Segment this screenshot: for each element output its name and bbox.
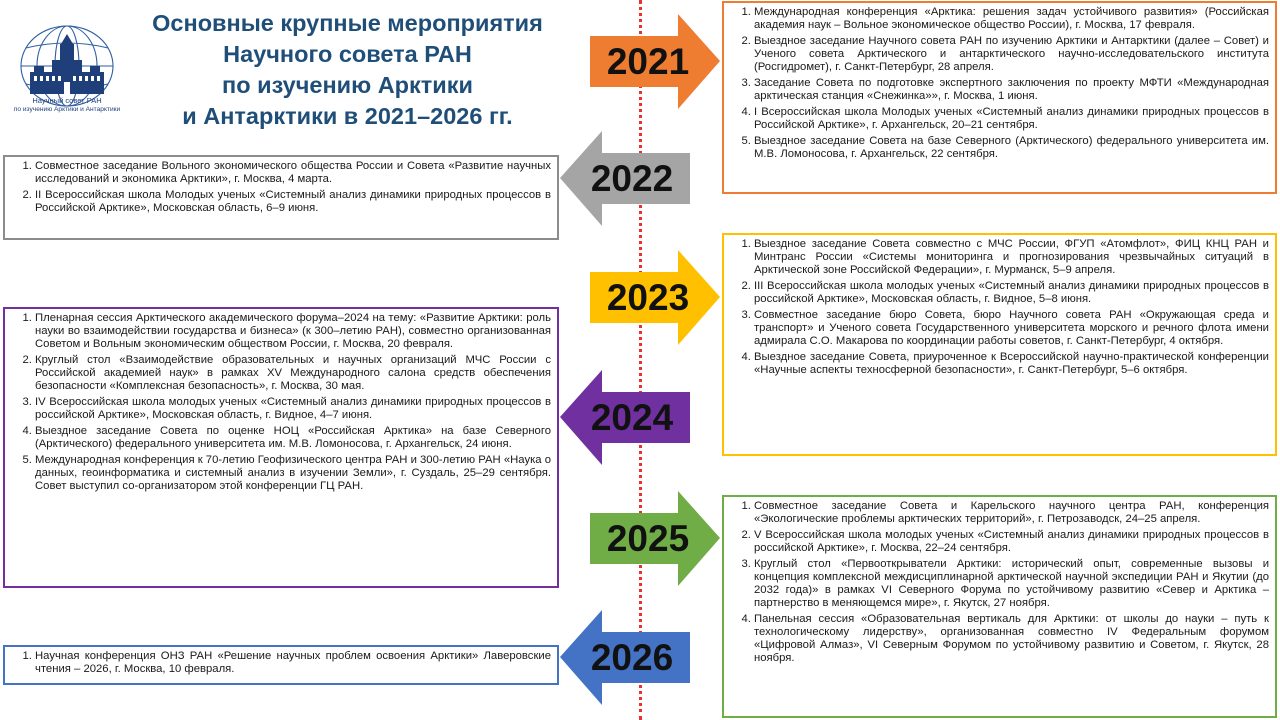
event-item: 4. Выездное заседание Совета, приуроченное к Всероссийской научно-практической конференции «Научные аспекты техносферной безопасности», г. Санкт-Петербург, 5–6 октября.: [754, 351, 1269, 377]
event-item: 1. Совместное заседание Совета и Карельского научного центра РАН, конференция «Экологические проблемы арктических территорий», г. Петрозаводск, 24–25 апреля.: [754, 500, 1269, 526]
events-list: [9, 160, 551, 215]
event-item: 2. Круглый стол «Взаимодействие образовательных и научных организаций МЧС России с Российской академией наук» в рамках XV Международного салона средств обеспечения безопасности «Комплексная безопасность», г. Москва, 30 мая.: [35, 354, 551, 393]
event-item: 5. Выездное заседание Совета на базе Северного (Арктического) федерального университета им. М.В. Ломоносова, г. Архангельск, 22 сентября.: [754, 135, 1269, 161]
event-item: 4. Панельная сессия «Образовательная вертикаль для Арктики: от школы до науки – путь к технологическому лидерству», организованная совместно IV Федеральным форумом «Цифровой Алмаз», VI Северным Форумом по устойчивому развитию и Советом, г. Якутск, 28 ноября.: [754, 613, 1269, 665]
event-item: 1. Выездное заседание Совета совместно с МЧС России, ФГУП «Атомфлот», ФИЦ КНЦ РАН и Минтранс России «Системы мониторинга и прогнозирования чрезвычайных ситуаций в Арктической зоне Российской Федерации», г. Мурманск, 5–9 апреля.: [754, 238, 1269, 277]
title-line: Научного совета РАН: [223, 41, 472, 67]
logo: [12, 22, 122, 122]
year-label-2024: 2024: [590, 396, 674, 438]
event-item: 3. Заседание Совета по подготовке экспертного заключения по проекту МФТИ «Международная арктическая станция «Снежинка»», г. Москва, 1 июня.: [754, 77, 1269, 103]
event-item: 4. Выездное заседание Совета по оценке НОЦ «Российская Арктика» на базе Северного (Арктического) федерального университета им. М.В. Ломоносова, г. Архангельск, 24 июня.: [35, 425, 551, 451]
logo-text-line2: по изучению Арктики и Антарктики: [13, 106, 121, 113]
year-label-2025: 2025: [606, 517, 690, 559]
year-arrow-2026: [560, 610, 690, 705]
year-arrow-2024: [560, 370, 690, 465]
title-line: Основные крупные мероприятия: [152, 10, 543, 36]
year-label-2023: 2023: [606, 276, 690, 318]
event-item: 3. Круглый стол «Первооткрыватели Арктики: исторический опыт, современные вызовы и концепция комплексной междисциплинарной арктической научной экспедиции РАН и Якутии (до 2032 года)» в рамках VI Северного Форума по устойчивому развитию «Север и Арктика – партнерство в меняющемся мире», г. Якутск, 27 ноября.: [754, 558, 1269, 610]
page-title: [115, 8, 580, 132]
events-list: [728, 238, 1269, 377]
year-arrow-2025: [590, 491, 720, 586]
events-box-2023: [722, 233, 1277, 456]
year-arrow-2023: [590, 250, 720, 345]
event-item: 3. Совместное заседание бюро Совета, бюро Научного совета РАН «Окружающая среда и транспорт» и Ученого совета Государственного университета морского и речного флота имени адмирала С.О. Макарова по координации работы советов, г. Санкт-Петербург, 4 октября.: [754, 309, 1269, 348]
year-label-2022: 2022: [590, 157, 674, 199]
event-item: 2. III Всероссийская школа молодых ученых «Системный анализ динамики природных процессов в российской Арктике», Московская область, г. Видное, 5–8 июня.: [754, 280, 1269, 306]
events-box-2025: [722, 495, 1277, 718]
events-box-2022: [3, 155, 559, 240]
events-box-2024: [3, 307, 559, 588]
year-label-2021: 2021: [606, 40, 690, 82]
year-arrow-2021: [590, 14, 720, 109]
event-item: 3. IV Всероссийская школа молодых ученых «Системный анализ динамики природных процессов в российской Арктике», Московская область, г. Видное, 4–7 июня.: [35, 396, 551, 422]
events-box-2021: [722, 1, 1277, 194]
event-item: 2. V Всероссийская школа молодых ученых «Системный анализ динамики природных процессов в российской Арктике», г. Москва, 22–24 сентября.: [754, 529, 1269, 555]
event-item: 1. Пленарная сессия Арктического академического форума–2024 на тему: «Развитие Арктики: роль науки во взаимодействии государства и бизнеса» (к 300–летию РАН), совместно организованная Советом и Вольным экономическим обществом России, г. Москва, 20 февраля.: [35, 312, 551, 351]
title-line: и Антарктики в 2021–2026 гг.: [182, 103, 513, 129]
event-item: 4. I Всероссийская школа Молодых ученых «Системный анализ динамики природных процессов в Российской Арктике», г. Архангельск, 20–21 сентября.: [754, 106, 1269, 132]
event-item: 2. Выездное заседание Научного совета РАН по изучению Арктики и Антарктики (далее – Совет) и Ученого совета Арктического и антарктического научно-исследовательского института (Росгидромет), г. Санкт-Петербург, 28 апреля.: [754, 35, 1269, 74]
events-box-2026: [3, 645, 559, 685]
event-item: 1. Международная конференция «Арктика: решения задач устойчивого развития» (Российская академия наук – Вольное экономическое общество России), г. Москва, 17 февраля.: [754, 6, 1269, 32]
year-label-2026: 2026: [590, 636, 674, 678]
title-line: по изучению Арктики: [222, 72, 473, 98]
logo-text-line1: Научный совет РАН: [32, 96, 102, 105]
events-list: [728, 6, 1269, 161]
event-item: 2. II Всероссийская школа Молодых ученых «Системный анализ динамики природных процессов в Российской Арктике», Московская область, 6–9 июня.: [35, 189, 551, 215]
events-list: [9, 650, 551, 676]
event-item: 1. Совместное заседание Вольного экономического общества России и Совета «Развитие научных исследований и экономика Арктики», г. Москва, 4 марта.: [35, 160, 551, 186]
events-list: [9, 312, 551, 493]
events-list: [728, 500, 1269, 665]
year-arrow-2022: [560, 131, 690, 226]
event-item: 5. Международная конференция к 70-летию Геофизического центра РАН и 300-летию РАН «Наука о данных, геоинформатика и системный анализ в изучении Земли», г. Суздаль, 25–29 сентября. Совет выступил со-организатором этой конференции ГЦ РАН.: [35, 454, 551, 493]
event-item: 1. Научная конференция ОНЗ РАН «Решение научных проблем освоения Арктики» Лаверовские чтения – 2026, г. Москва, 10 февраля.: [35, 650, 551, 676]
